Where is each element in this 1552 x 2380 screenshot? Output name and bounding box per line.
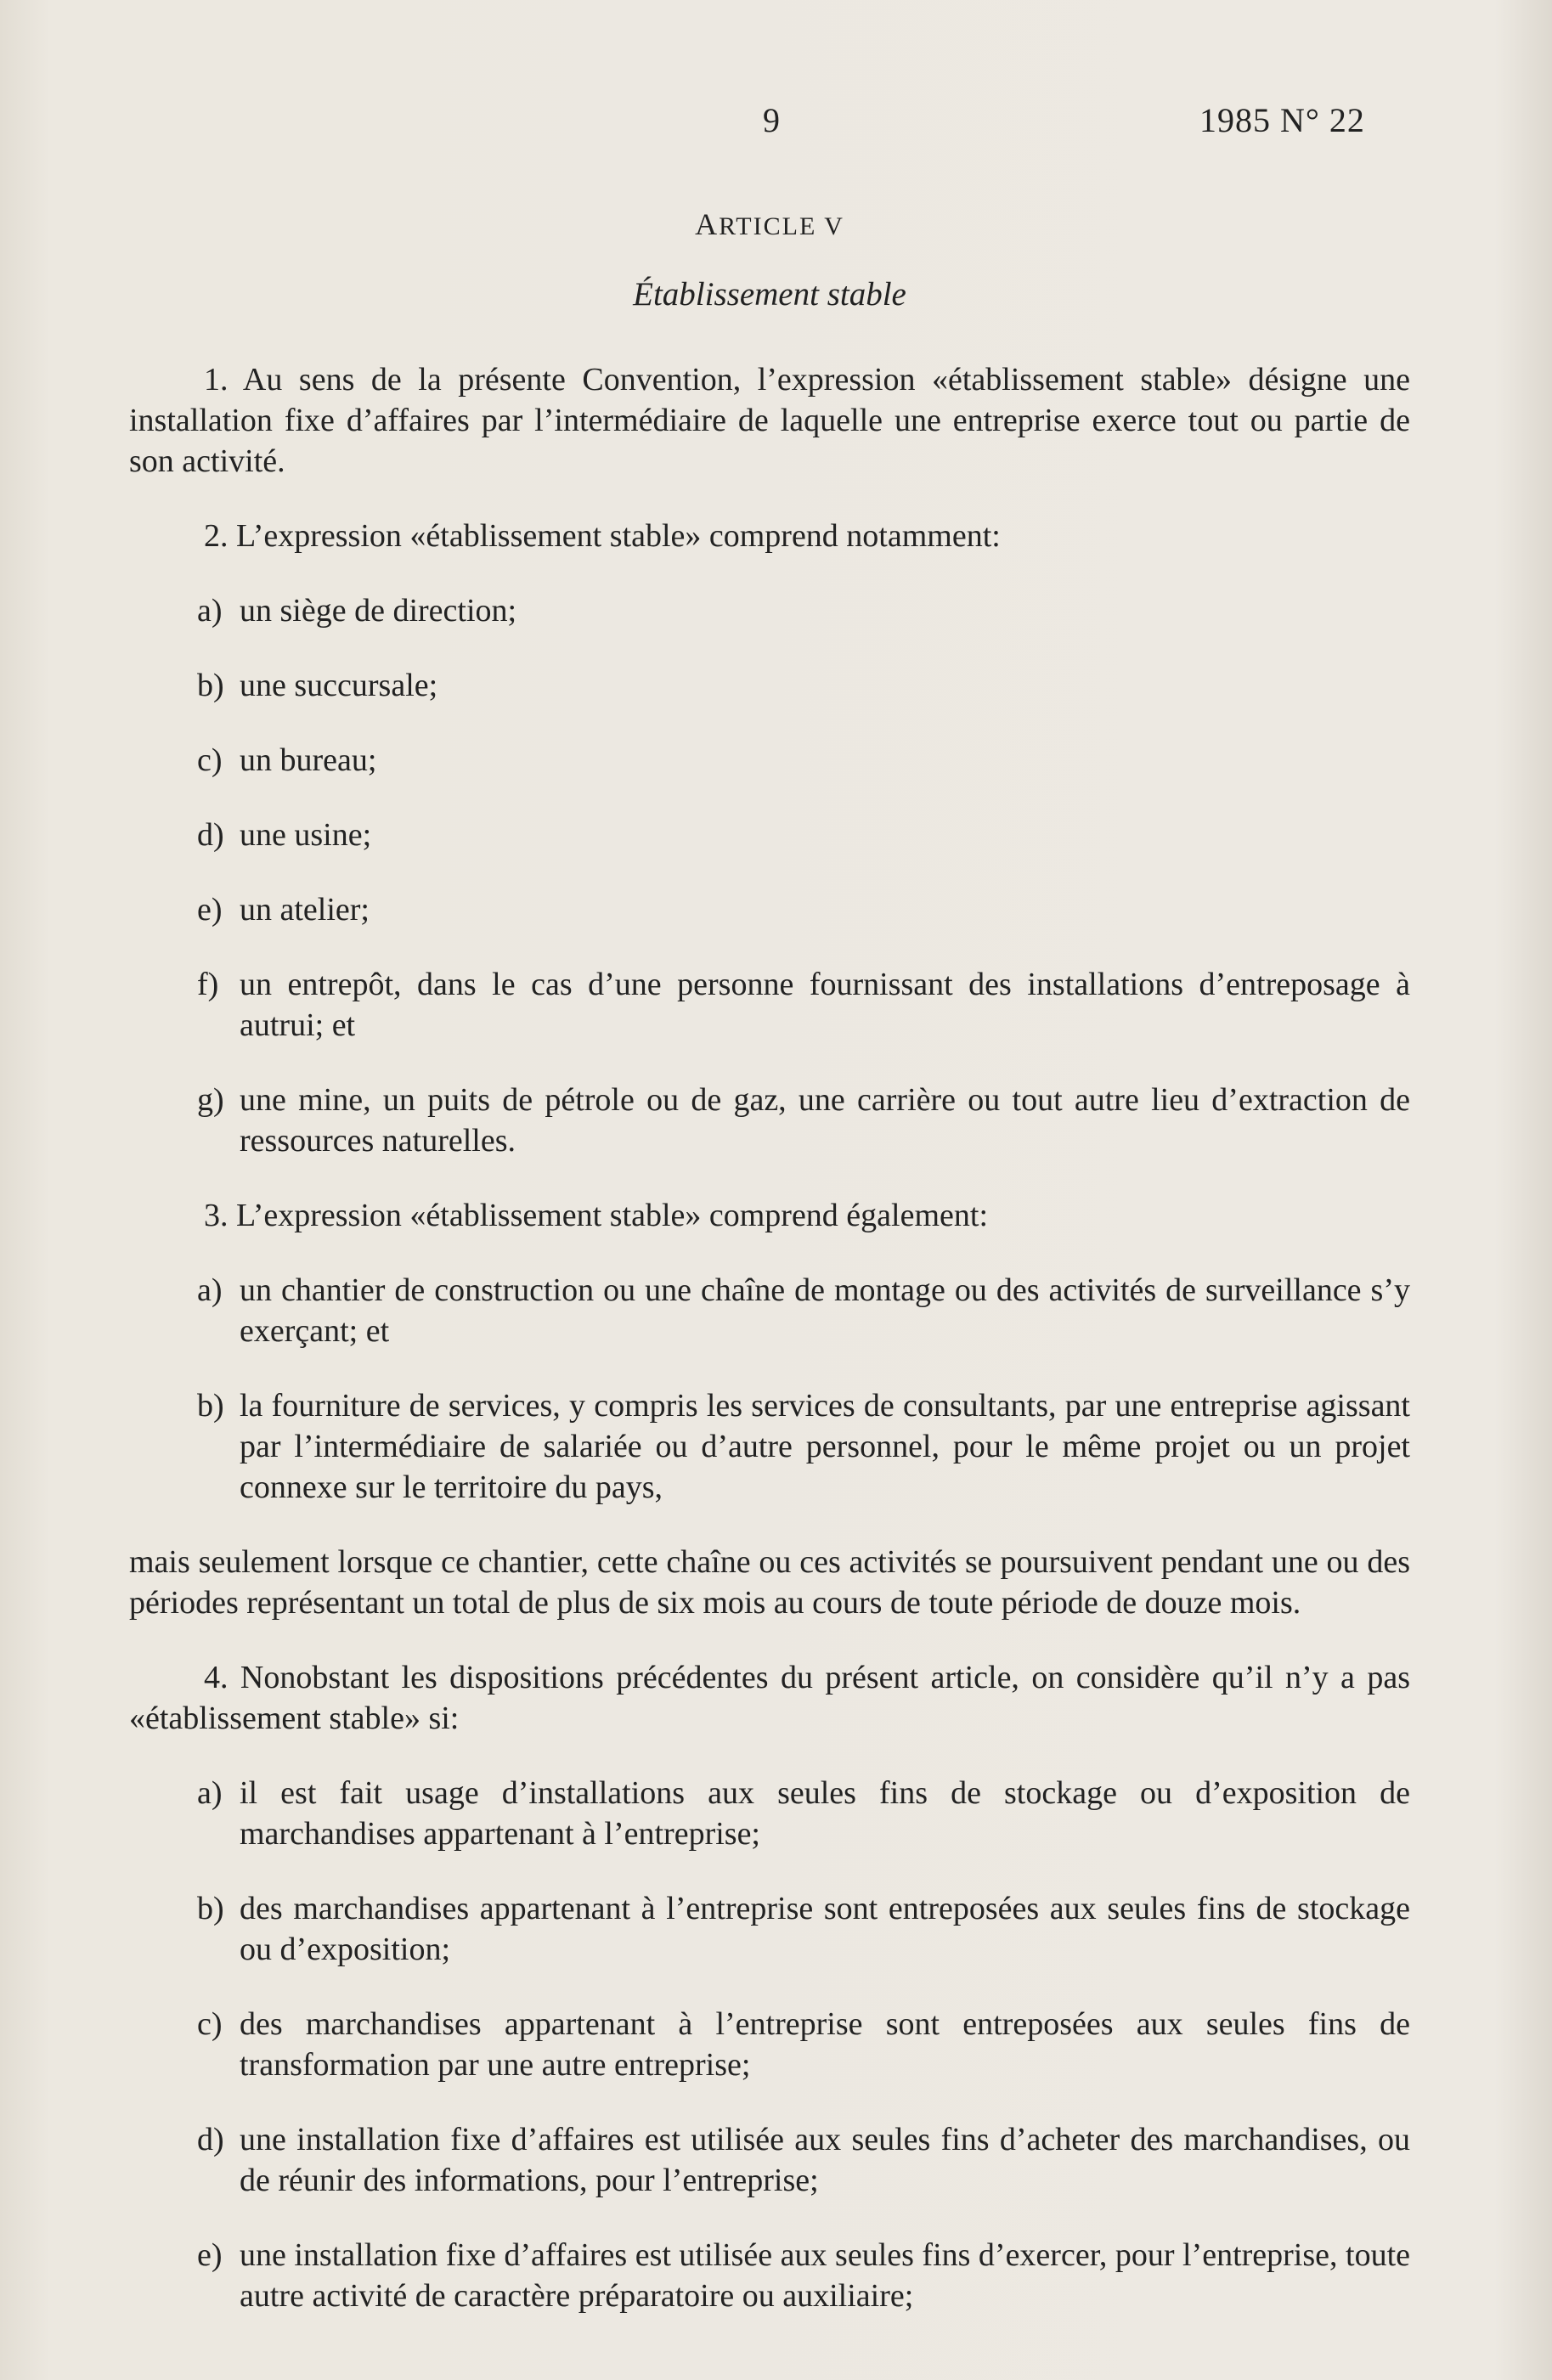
list-item-label: c) — [197, 742, 223, 778]
list-item-label: a) — [197, 1272, 223, 1308]
list-item-text: une succursale; — [240, 668, 438, 703]
list-item — [129, 964, 1410, 1046]
list-item — [129, 1385, 1410, 1508]
issue-number: 1985 N° 22 — [1199, 101, 1365, 139]
paragraph-4: 4. Nonobstant les dispositions précédentes du présent article, on considère qu’il n’y a pas «établissement stable» si: — [129, 1660, 1410, 1736]
list-item-label: d) — [197, 2122, 224, 2157]
list-item-text: des marchandises appartenant à l’entreprise sont entreposées aux seules fins de stockage ou d’exposition; — [240, 1891, 1410, 1967]
list-item-text: il est fait usage d’installations aux seules fins de stockage ou d’exposition de marchandises appartenant à l’entreprise; — [240, 1775, 1410, 1852]
list-item-label: f) — [197, 967, 219, 1002]
list-item-label: b) — [197, 1388, 224, 1424]
list-item-label: e) — [197, 892, 223, 928]
paragraph-3: 3. L’expression «établissement stable» comprend également: — [204, 1198, 989, 1233]
list-item — [129, 2004, 1410, 2085]
list-item-label: c) — [197, 2006, 223, 2042]
list-item-text: un bureau; — [240, 742, 377, 778]
list-item-text: une installation fixe d’affaires est utilisée aux seules fins d’acheter des marchandises, ou de réunir des informations, pour l’entreprise; — [240, 2122, 1410, 2198]
list-item-text: un atelier; — [240, 892, 370, 928]
page-header — [0, 100, 1552, 151]
list-item-label: g) — [197, 1082, 224, 1118]
list-item-label: a) — [197, 593, 223, 629]
list-item — [129, 1888, 1410, 1970]
list-item — [129, 665, 1410, 706]
article-title-initial: A — [695, 207, 720, 241]
article-title — [129, 204, 1410, 247]
list-item-text: une usine; — [240, 817, 372, 853]
list-item — [129, 1773, 1410, 1854]
list-item — [129, 2119, 1410, 2201]
list-item-text: la fourniture de services, y compris les services de consultants, par une entreprise agissant par l’intermédiaire de salariée ou d’autre personnel, pour le même projet ou un projet connexe sur le territoire du pays, — [240, 1388, 1410, 1505]
list-item-label: a) — [197, 1775, 223, 1811]
paragraph-3-continuation: mais seulement lorsque ce chantier, cette chaîne ou ces activités se poursuivent pendant une ou des périodes représentant un total de plus de six mois au cours de toute période de douze mois. — [129, 1544, 1410, 1621]
list-item-text: une installation fixe d’affaires est utilisée aux seules fins d’exercer, pour l’entreprise, toute autre activité de caractère préparatoire ou auxiliaire; — [240, 2237, 1410, 2314]
list-item — [129, 740, 1410, 781]
list-item — [129, 889, 1410, 930]
list-item — [129, 2235, 1410, 2316]
list-item-label: b) — [197, 1891, 224, 1926]
list-item — [129, 815, 1410, 855]
list-item — [129, 1080, 1410, 1161]
list-item — [129, 590, 1410, 631]
list-item-text: un siège de direction; — [240, 593, 517, 629]
list-item-text: une mine, un puits de pétrole ou de gaz, une carrière ou tout autre lieu d’extraction de ressources naturelles. — [240, 1082, 1410, 1159]
article-title-rest: RTICLE V — [719, 212, 844, 240]
paragraph-2: 2. L’expression «établissement stable» comprend notamment: — [204, 518, 1001, 554]
list-item-text: un chantier de construction ou une chaîne de montage ou des activités de surveillance s’y exerçant; et — [240, 1272, 1410, 1349]
list-item-label: d) — [197, 817, 224, 853]
list-item-text: un entrepôt, dans le cas d’une personne fournissant des installations d’entreposage à autrui; et — [240, 967, 1410, 1043]
article-subtitle: Établissement stable — [633, 276, 906, 313]
list-item — [129, 1270, 1410, 1351]
list-item-text: des marchandises appartenant à l’entreprise sont entreposées aux seules fins de transformation par une autre entreprise; — [240, 2006, 1410, 2083]
list-item-label: e) — [197, 2237, 223, 2273]
page-number: 9 — [763, 101, 780, 139]
paragraph-1: 1. Au sens de la présente Convention, l’expression «établissement stable» désigne une installation fixe d’affaires par l’intermédiaire de laquelle une entreprise exerce tout ou partie de son activité. — [129, 362, 1410, 479]
list-item-label: b) — [197, 668, 224, 703]
document-body — [129, 204, 1410, 2350]
